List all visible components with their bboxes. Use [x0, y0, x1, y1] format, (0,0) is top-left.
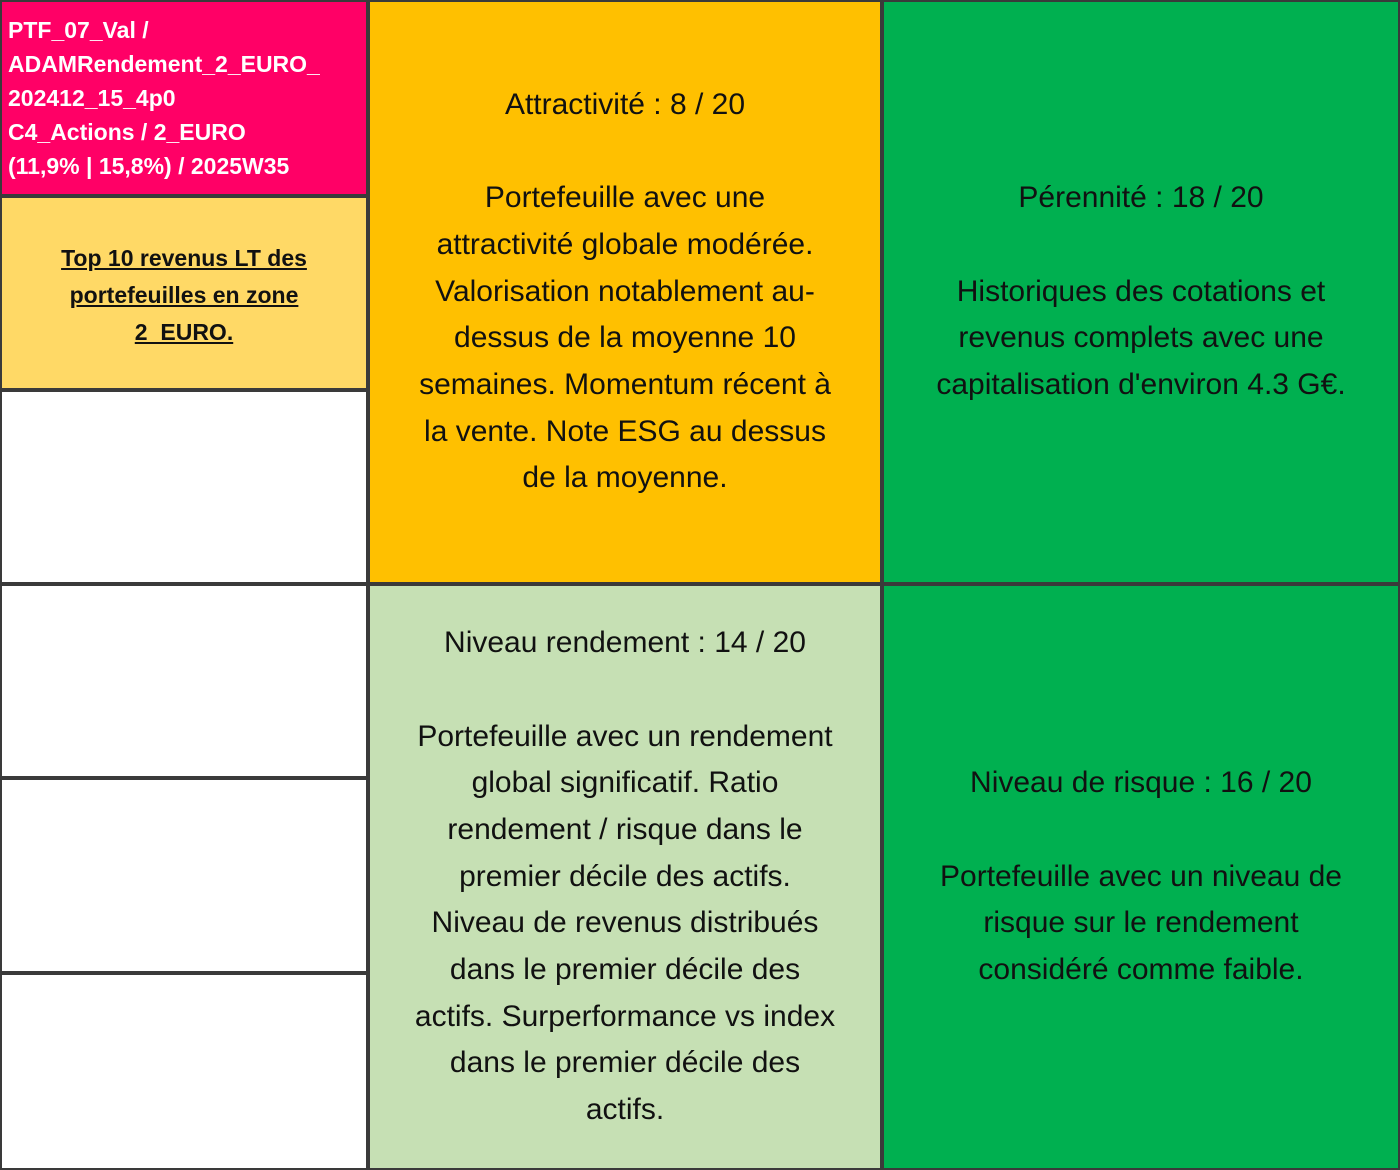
rendement-text-line: rendement / risque dans le [447, 812, 803, 846]
perennite-text-line: revenus complets avec une [958, 321, 1324, 355]
perennite-cell [882, 0, 1400, 584]
attractivite-text-line: de la moyenne. [522, 461, 728, 495]
risque-cell [882, 584, 1400, 1170]
rendement-text-line: actifs. Surperformance vs index [414, 999, 836, 1033]
rendement-text-line: dans le premier décile des [449, 953, 801, 987]
attractivite-text-line: attractivité globale modérée. [436, 227, 814, 261]
portfolio-id-cell [0, 0, 368, 196]
top10-line: Top 10 revenus LT des [61, 245, 307, 271]
empty-cell [0, 973, 368, 1170]
attractivite-text-line: semaines. Momentum récent à [419, 368, 831, 402]
attractivite-text-line: Portefeuille avec une [484, 181, 766, 215]
risque-text-line: considéré comme faible. [978, 953, 1304, 987]
risque-text-line: Portefeuille avec un niveau de [940, 859, 1342, 893]
rendement-title: Niveau rendement : 14 / 20 [444, 626, 806, 660]
rendement-text-line: dans le premier décile des [449, 1046, 801, 1080]
perennite-text-line: capitalisation d'environ 4.3 G€. [936, 368, 1346, 402]
rendement-cell [368, 584, 882, 1170]
risque-title: Niveau de risque : 16 / 20 [970, 766, 1312, 800]
top10-cell [0, 196, 368, 390]
portfolio-id-line: ADAMRendement_2_EURO_ [8, 51, 320, 77]
attractivite-title: Attractivité : 8 / 20 [504, 87, 746, 121]
empty-cell [0, 778, 368, 973]
attractivite-text-line: la vente. Note ESG au dessus [424, 414, 826, 448]
rendement-text-line: Niveau de revenus distribués [431, 906, 819, 940]
portfolio-id-line: 202412_15_4p0 [8, 85, 176, 111]
rendement-text-line: Portefeuille avec un rendement [417, 719, 833, 753]
rendement-text-line: actifs. [585, 1093, 665, 1127]
portfolio-id-line: PTF_07_Val / [8, 17, 149, 43]
risque-text-line: risque sur le rendement [983, 906, 1299, 940]
attractivite-cell [368, 0, 882, 584]
portfolio-id-line: C4_Actions / 2_EURO [8, 119, 246, 145]
attractivite-text-line: Valorisation notablement au- [435, 274, 815, 308]
perennite-text-line: Historiques des cotations et [956, 274, 1326, 308]
rendement-text-line: premier décile des actifs. [459, 859, 791, 893]
top10-line: 2_EURO. [134, 319, 234, 345]
empty-cell [0, 584, 368, 778]
top10-line: portefeuilles en zone [69, 282, 299, 308]
attractivite-text-line: dessus de la moyenne 10 [454, 321, 796, 355]
empty-cell [0, 390, 368, 584]
perennite-title: Pérennité : 18 / 20 [1018, 181, 1264, 215]
portfolio-id-line: (11,9% | 15,8%) / 2025W35 [8, 153, 290, 179]
rendement-text-line: global significatif. Ratio [471, 766, 779, 800]
